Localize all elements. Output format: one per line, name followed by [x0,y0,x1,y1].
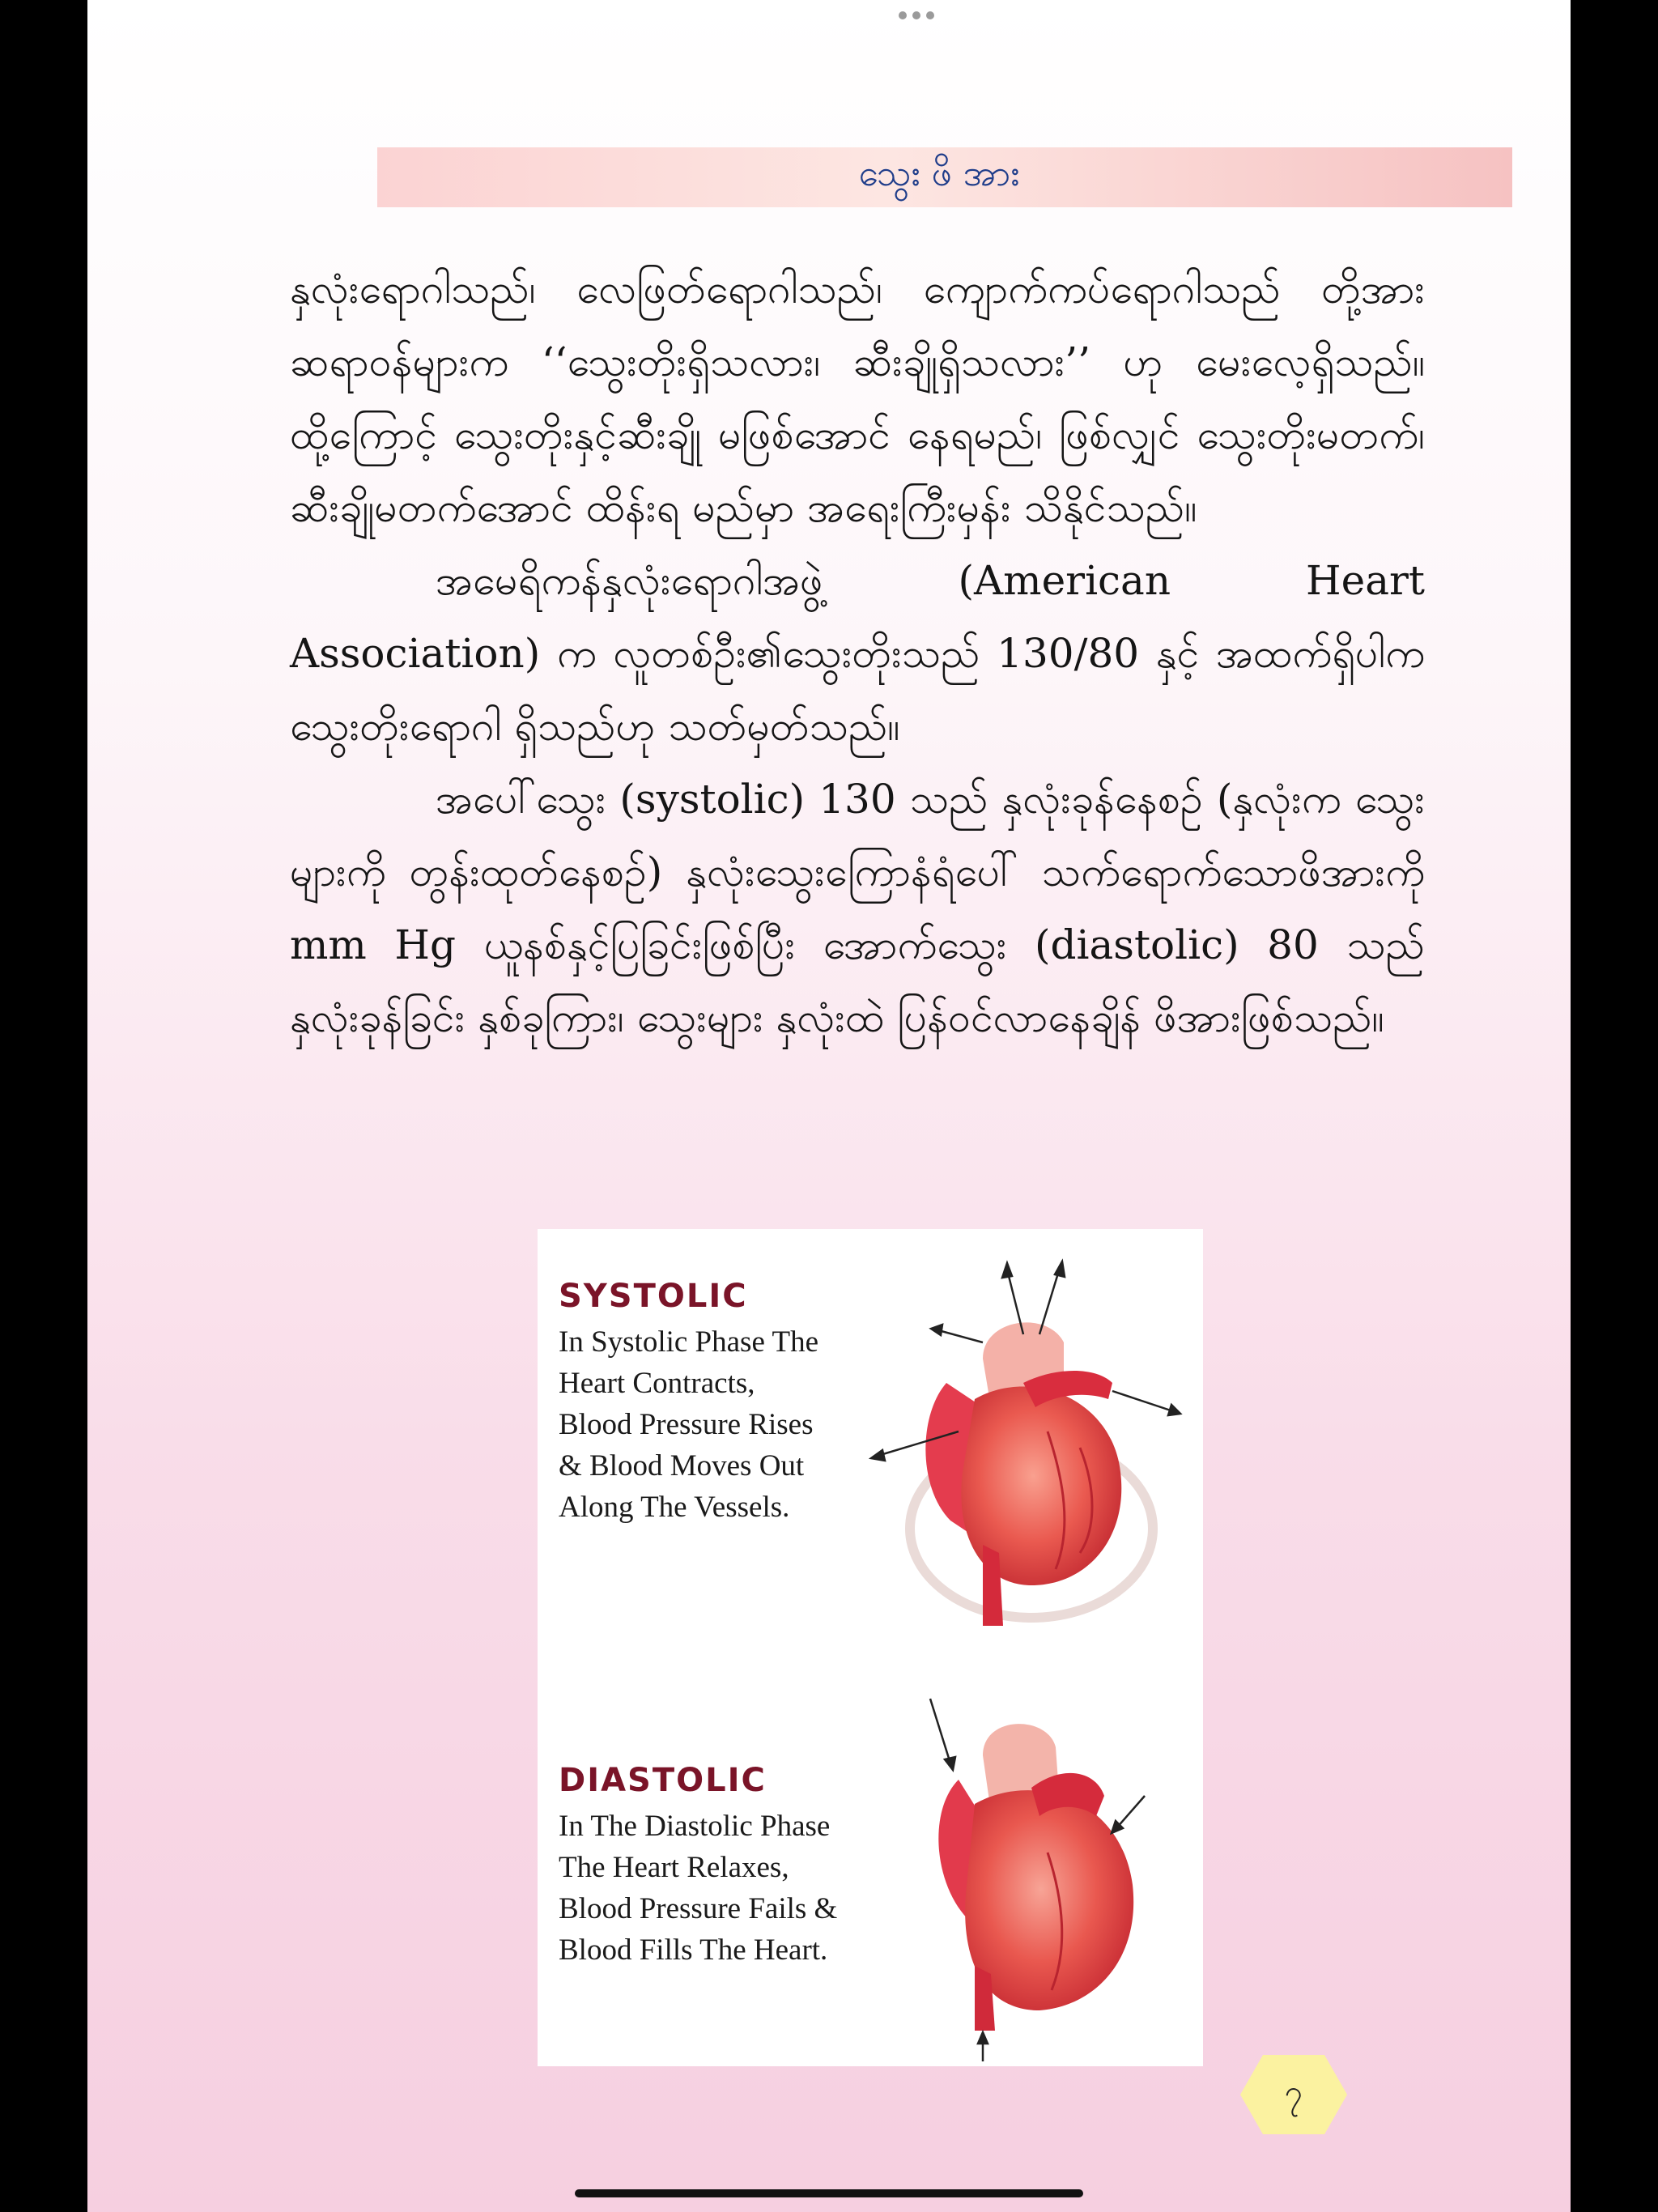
diastolic-line: The Heart Relaxes, [559,1851,789,1884]
systolic-line: & Blood Moves Out [559,1449,805,1482]
diastolic-line: Blood Pressure Fails & [559,1892,838,1925]
diastolic-line: Blood Fills The Heart. [559,1933,828,1967]
systolic-line: In Systolic Phase The [559,1325,818,1359]
heart-phase-figure [538,1229,1203,2066]
paragraph-3: အပေါ်သွေး (systolic) 130 သည် နှလုံးခုန်နေစဉ် (နှလုံးက သွေးများကို တွန်းထုတ်နေစဉ်) နှလုံးသွေးကြောနံရံပေါ် သက်ရောက်သောဖိအားကို mm Hg ယူနစ်နှင့်ပြခြင်းဖြစ်ပြီး အောက်သွေး (diastolic) 80 သည် နှလုံးခုန်ခြင်း နှစ်ခုကြား၊ သွေးများ နှလုံးထဲ ပြန်ဝင်လာနေချိန် ဖိအားဖြစ်သည်။ [290,776,1425,1041]
body-text [290,253,1425,1054]
diastolic-line: In The Diastolic Phase [559,1810,831,1843]
more-options-icon[interactable] [899,11,936,21]
diastolic-caption [559,1762,882,1971]
systolic-line: Along The Vessels. [559,1491,790,1524]
diastolic-heading: DIASTOLIC [559,1762,767,1799]
page-number-badge [1239,2052,1349,2138]
diastolic-description [559,1806,882,1971]
heart-relaxing-illustration [894,1682,1185,2063]
systolic-line: Heart Contracts, [559,1367,755,1400]
paragraph-1: နှလုံးရောဂါသည်၊ လေဖြတ်ရောဂါသည်၊ ကျောက်ကပ်ရောဂါသည် တို့အား ဆရာဝန်များက ‘‘သွေးတိုးရှိသလား၊ ဆီးချိုရှိသလား’’ ဟု မေးလေ့ရှိသည်။ ထို့ကြောင့် သွေးတိုးနှင့်ဆီးချို မဖြစ်အောင် နေရမည်၊ ဖြစ်လျှင် သွေးတိုးမတက်၊ ဆီးချိုမတက်အောင် ထိန်းရ မည်မှာ အရေးကြီးမှန်း သိနိုင်သည်။ [290,266,1425,531]
heart-contracting-illustration [861,1245,1185,1634]
systolic-heading: SYSTOLIC [559,1278,748,1315]
paragraph-2: အမေရိကန်နှလုံးရောဂါအဖွဲ့ (American Heart Association) က လူတစ်ဦး၏သွေးတိုးသည် 130/80 နှင့် အထက်ရှိပါက သွေးတိုးရောဂါ ရှိသည်ဟု သတ်မှတ်သည်။ [290,557,1425,750]
page-number: ၇ [1284,2073,1303,2111]
systolic-description [559,1321,882,1528]
chapter-title: သွေးဖိအား [858,153,1031,194]
home-indicator[interactable] [575,2189,1083,2197]
systolic-caption [559,1278,882,1528]
systolic-line: Blood Pressure Rises [559,1408,814,1441]
chapter-header-bar [377,147,1512,207]
